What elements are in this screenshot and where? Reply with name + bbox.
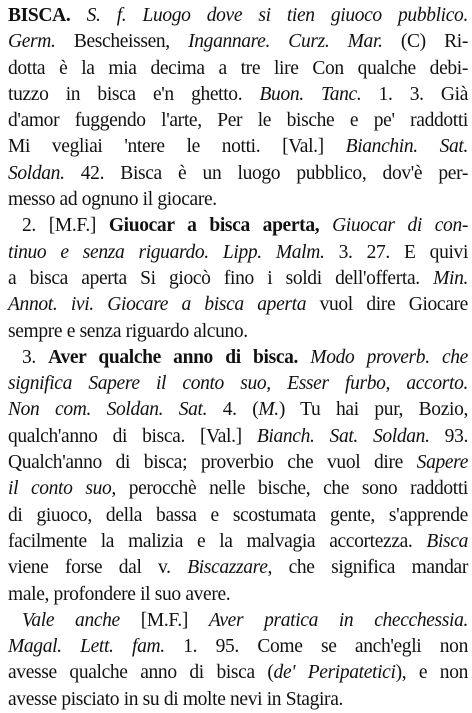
body-text: (C) Ri- bbox=[382, 31, 468, 53]
body-text: d'amor fuggendo l'arte, Per le bische e pe' raddotti bbox=[8, 110, 468, 132]
body-text: male, profondere il suo avere. bbox=[8, 583, 231, 605]
text-line bbox=[8, 292, 468, 318]
body-text: 42. Bisca è un luogo pubblico, dov'è per- bbox=[64, 162, 468, 184]
italic-text: S. f. Luogo dove si tien giuoco pubblico. bbox=[86, 5, 468, 26]
text-line bbox=[8, 56, 468, 82]
text-line bbox=[8, 555, 468, 581]
italic-text: Biscazzare bbox=[187, 557, 268, 579]
body-text: qualch'anno di bisca. [Val.] bbox=[8, 425, 257, 447]
body-text: perocchè nelle bische, che sono raddotti bbox=[115, 478, 468, 500]
text-line bbox=[8, 476, 468, 502]
italic-text: Germ. bbox=[8, 31, 56, 53]
body-text bbox=[70, 5, 86, 26]
text-line bbox=[8, 634, 468, 660]
italic-text: Giuocar di con- bbox=[332, 215, 468, 237]
body-text: viene forse dal v. bbox=[8, 557, 188, 579]
text-line bbox=[8, 82, 468, 108]
italic-text: Soldan. bbox=[8, 162, 65, 184]
body-text: vuol dire Giocare bbox=[306, 294, 468, 316]
entry-paragraph bbox=[8, 3, 468, 213]
body-text: ), e non bbox=[395, 662, 468, 684]
italic-text: tinuo e senza riguardo. Lipp. Malm. bbox=[8, 241, 325, 263]
text-line bbox=[8, 134, 468, 160]
italic-text: Bisca bbox=[426, 530, 468, 552]
body-text: messo ad ognuno il giocare. bbox=[8, 189, 217, 211]
body-text: sempre e senza riguardo alcuno. bbox=[8, 320, 248, 342]
italic-text: Vale anche bbox=[22, 609, 120, 631]
body-text: 3. 27. E quivi bbox=[324, 241, 469, 263]
headword-text: Giuocar a bisca aperta, bbox=[108, 215, 320, 237]
headword-text: BISCA. bbox=[8, 5, 71, 26]
text-line bbox=[8, 503, 468, 529]
italic-text: Bianch. Sat. Soldan. bbox=[256, 425, 430, 447]
body-text: ) Tu hai pur, Bozio, bbox=[278, 399, 469, 421]
text-line bbox=[8, 687, 468, 713]
body-text: 1. 95. Come se anch'egli non bbox=[164, 636, 468, 658]
italic-text: Sapere bbox=[416, 452, 468, 474]
text-line bbox=[8, 161, 468, 187]
body-text: a bisca aperta Si giocò fino i soldi dell'offerta. bbox=[8, 267, 434, 289]
text-line bbox=[8, 397, 468, 423]
italic-text: Magal. Lett. fam. bbox=[8, 636, 165, 658]
text-line bbox=[8, 240, 468, 266]
body-text: facilmente la malizia e la malvagia accortezza. bbox=[8, 530, 427, 552]
italic-text: il conto suo, bbox=[8, 478, 116, 500]
italic-text: Buon. Tanc. bbox=[259, 83, 362, 105]
italic-text: Bianchin. Sat. bbox=[345, 136, 468, 158]
text-line bbox=[8, 450, 468, 476]
text-line bbox=[8, 608, 468, 634]
text-line bbox=[8, 213, 468, 239]
body-text: 3. bbox=[22, 346, 49, 368]
body-text: , che significa mandar bbox=[267, 557, 468, 579]
italic-text: Aver pratica in checchessia. bbox=[208, 609, 468, 631]
text-line bbox=[8, 266, 468, 292]
italic-text: Min. bbox=[433, 267, 468, 289]
body-text: Qualch'anno di bisca; proverbio che vuol dire bbox=[8, 452, 417, 474]
body-text: 2. [M.F.] bbox=[22, 215, 109, 237]
headword-text: Aver qualche anno di bisca. bbox=[48, 346, 299, 368]
text-line bbox=[8, 108, 468, 134]
italic-text: Non com. Soldan. Sat. bbox=[8, 399, 208, 421]
entry-paragraph bbox=[8, 608, 468, 713]
body-text: 93. bbox=[429, 425, 468, 447]
body-text: 4. ( bbox=[207, 399, 259, 421]
italic-text: M. bbox=[258, 399, 279, 421]
entry-paragraph bbox=[8, 345, 468, 608]
body-text: 1. 3. Già bbox=[361, 83, 469, 105]
italic-text: de' Peripatetici bbox=[273, 662, 396, 684]
text-line bbox=[8, 187, 468, 213]
body-text bbox=[319, 215, 332, 236]
text-line bbox=[8, 345, 468, 371]
text-line bbox=[8, 660, 468, 686]
text-line bbox=[8, 529, 468, 555]
body-text: Bescheissen, bbox=[55, 31, 189, 53]
italic-text: Modo proverb. che bbox=[310, 346, 468, 368]
text-line bbox=[8, 29, 468, 55]
italic-text: Annot. ivi. Giocare a bisca aperta bbox=[8, 294, 307, 316]
body-text: avesse qualche anno di bisca ( bbox=[8, 662, 274, 684]
entry-paragraph bbox=[8, 213, 468, 344]
body-text: avesse pisciato in su di molte nevi in Stagira. bbox=[8, 688, 344, 710]
text-line bbox=[8, 424, 468, 450]
body-text: dotta è la mia decima a tre lire Con qualche debi- bbox=[8, 57, 468, 79]
italic-text: significa Sapere il conto suo, Esser furbo, accorto. bbox=[8, 373, 468, 395]
body-text: tuzzo in bisca e'n ghetto. bbox=[8, 83, 260, 105]
text-line bbox=[8, 3, 468, 29]
body-text: [M.F.] bbox=[119, 609, 209, 631]
body-text: Mi vegliai 'ntere le notti. [Val.] bbox=[8, 136, 346, 158]
text-line bbox=[8, 319, 468, 345]
body-text bbox=[298, 347, 310, 368]
italic-text: Ingannare. Curz. Mar. bbox=[188, 31, 383, 53]
body-text: di giuoco, della bassa e scostumata gente, s'apprende bbox=[8, 504, 468, 526]
text-line bbox=[8, 371, 468, 397]
text-line bbox=[8, 582, 468, 608]
